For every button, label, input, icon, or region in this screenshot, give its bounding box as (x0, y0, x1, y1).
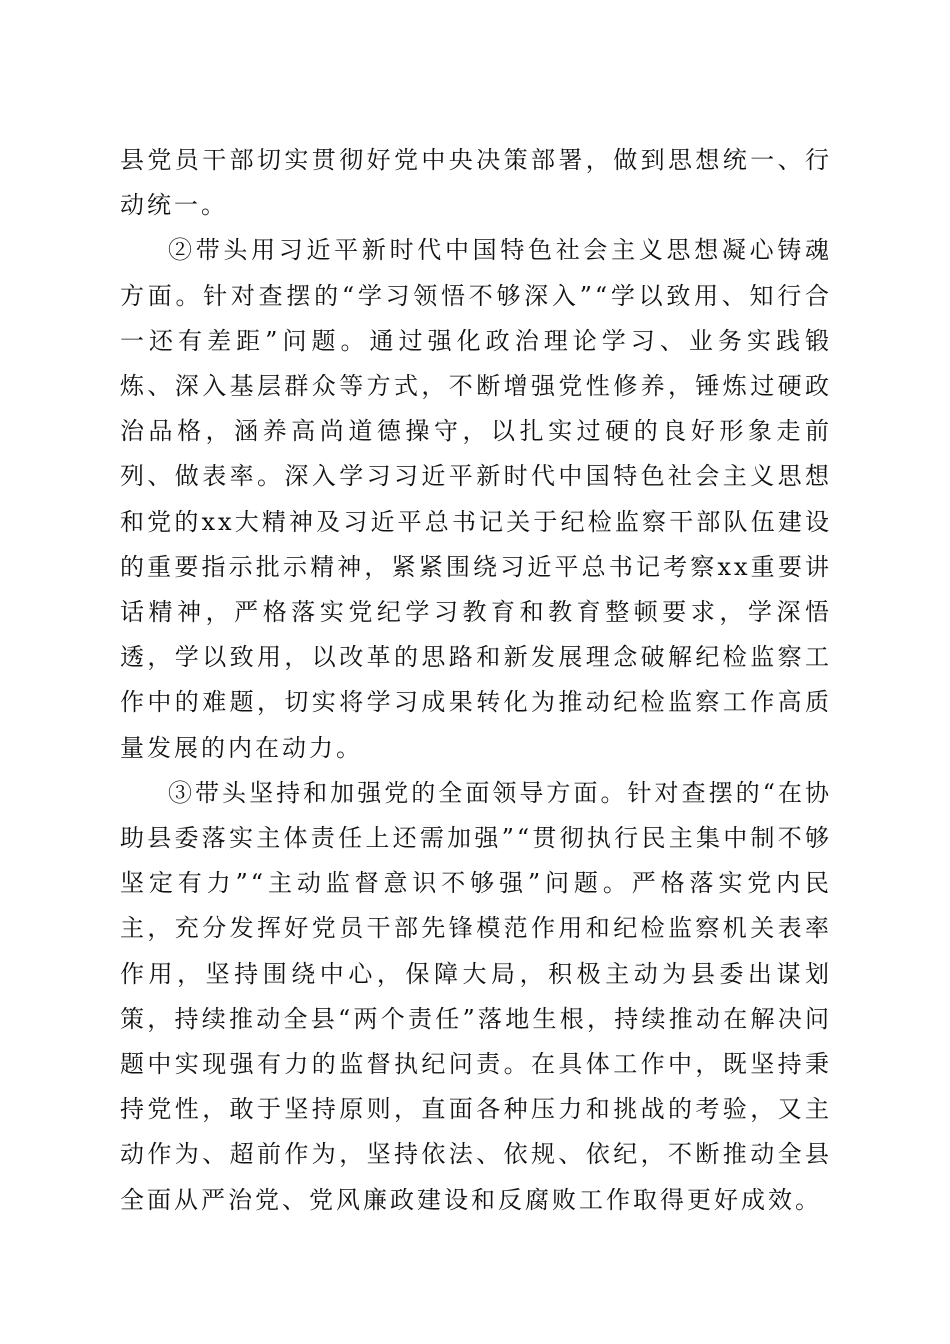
paragraph-section-2: ②带头用习近平新时代中国特色社会主义思想凝心铸魂方面。针对查摆的“学习领悟不够深入”“学以致用、知行合一还有差距”问题。通过强化政治理论学习、业务实践锻炼、深入基层群众等方式，不断增强党性修养，锤炼过硬政治品格，涵养高尚道德操守，以扎实过硬的良好形象走前列、做表率。深入学习习近平新时代中国特色社会主义思想和党的xx大精神及习近平总书记关于纪检监察干部队伍建设的重要指示批示精神，紧紧围绕习近平总书记考察xx重要讲话精神，严格落实党纪学习教育和教育整顿要求，学深悟透，学以致用，以改革的思路和新发展理念破解纪检监察工作中的难题，切实将学习成果转化为推动纪检监察工作高质量发展的内在动力。 (120, 236, 832, 762)
document-body (120, 138, 832, 1223)
paragraph-continuation: 县党员干部切实贯彻好党中央决策部署，做到思想统一、行动统一。 (120, 146, 832, 220)
paragraph-section-3: ③带头坚持和加强党的全面领导方面。针对查摆的“在协助县委落实主体责任上还需加强”“贯彻执行民主集中制不够坚定有力”“主动监督意识不够强”问题。严格落实党内民主，充分发挥好党员干部先锋模范作用和纪检监察机关表率作用，坚持围绕中心，保障大局，积极主动为县委出谋划策，持续推动全县“两个责任”落地生根，持续推动在解决问题中实现强有力的监督执纪问责。在具体工作中，既坚持秉持党性，敢于坚持原则，直面各种压力和挑战的考验，又主动作为、超前作为，坚持依法、依规、依纪，不断推动全县全面从严治党、党风廉政建设和反腐败工作取得更好成效。 (120, 778, 832, 1214)
